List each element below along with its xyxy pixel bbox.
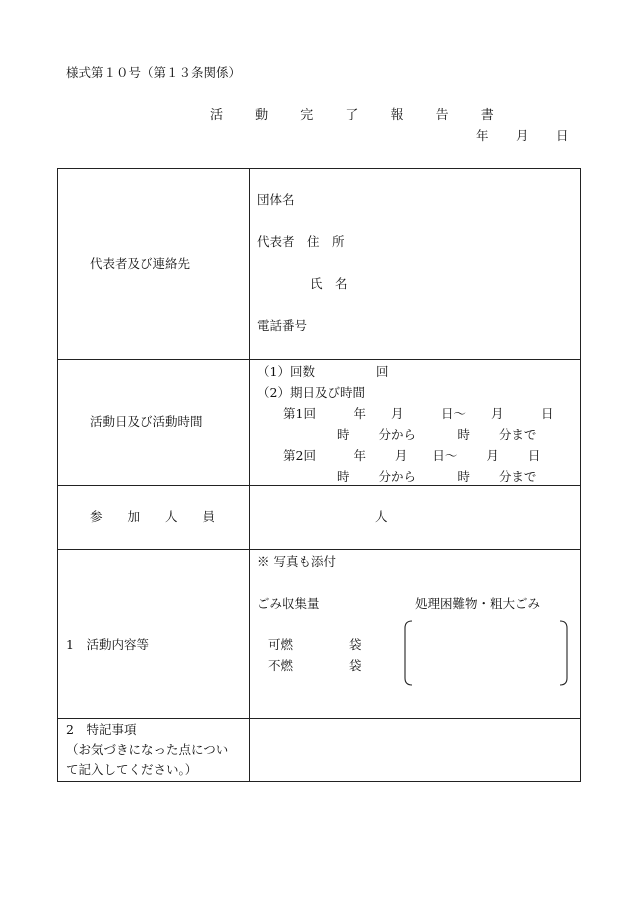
participants-row xyxy=(58,486,581,550)
first-session-time: 時 分から 時 分まで xyxy=(337,427,537,442)
representative-label-cell xyxy=(58,169,250,360)
activity-label: 1 活動内容等 xyxy=(66,637,149,652)
participants-label-cell xyxy=(58,486,250,550)
bracket-shape xyxy=(404,620,568,686)
notes-label-line1: 2 特記事項 xyxy=(66,722,137,737)
notes-row xyxy=(58,719,581,782)
participants-unit: 人 xyxy=(375,509,388,524)
period-label: （2）期日及び時間 xyxy=(257,385,365,400)
representative-value-cell[interactable] xyxy=(250,169,581,360)
garbage-amount-label: ごみ収集量 xyxy=(257,596,320,611)
notes-label-line2: （お気づきになった点につい xyxy=(66,742,229,757)
activity-label-cell xyxy=(58,550,250,719)
participants-label: 参 加 人 員 xyxy=(90,509,216,524)
phone-label: 電話番号 xyxy=(257,318,308,333)
burnable-unit: 袋 xyxy=(349,637,362,652)
report-form-table xyxy=(57,168,581,782)
representative-label: 代表者及び連絡先 xyxy=(90,256,191,271)
notes-value-cell[interactable] xyxy=(250,719,581,782)
date-month: 月 xyxy=(516,128,529,143)
count-label: （1）回数 xyxy=(257,364,315,379)
document-title: 活 動 完 了 報 告 書 xyxy=(210,108,508,123)
second-session-date: 第2回 年 月 日〜 月 日 xyxy=(283,448,541,463)
photo-note: ※ 写真も添付 xyxy=(257,554,336,569)
schedule-value-cell[interactable] xyxy=(250,360,581,486)
count-unit: 回 xyxy=(376,364,389,379)
date-day: 日 xyxy=(556,128,569,143)
date-year: 年 xyxy=(476,128,489,143)
form-number: 様式第１０号（第１３条関係） xyxy=(66,65,242,80)
participants-value-cell[interactable] xyxy=(250,486,581,550)
representative-row xyxy=(58,169,581,360)
burnable-label: 可燃 xyxy=(268,637,294,652)
nonburnable-unit: 袋 xyxy=(349,658,362,673)
difficult-items-bracket[interactable] xyxy=(404,620,568,686)
schedule-label-cell xyxy=(58,360,250,486)
rep-address-label: 代表者 住 所 xyxy=(257,234,345,249)
notes-label-cell xyxy=(58,719,250,782)
schedule-row xyxy=(58,360,581,486)
second-session-time: 時 分から 時 分まで xyxy=(337,469,537,484)
activity-value-cell[interactable] xyxy=(250,550,581,719)
activity-row xyxy=(58,550,581,719)
first-session-date: 第1回 年 月 日〜 月 日 xyxy=(283,406,554,421)
rep-name-label: 氏 名 xyxy=(310,276,348,291)
difficult-items-label: 処理困難物・粗大ごみ xyxy=(415,596,541,611)
notes-label-line3: て記入してください。） xyxy=(66,762,198,777)
schedule-label: 活動日及び活動時間 xyxy=(90,414,203,429)
nonburnable-label: 不燃 xyxy=(268,658,294,673)
group-name-label: 団体名 xyxy=(257,192,295,207)
